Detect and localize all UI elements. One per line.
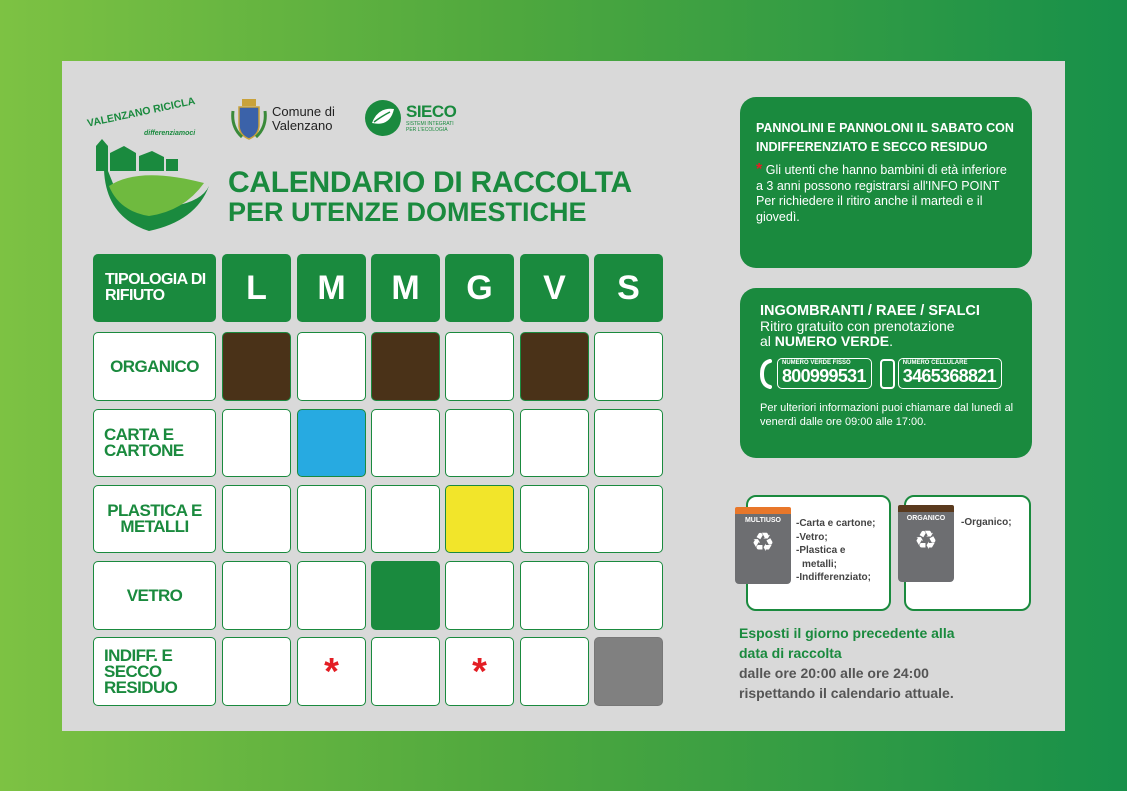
calendar-cell-empty [594,485,663,553]
sieco-logo [364,99,456,137]
organico-item: -Organico; [961,517,1012,528]
exposure-line-2: data di raccolta [739,645,842,661]
calendar-cell-carta [297,409,366,477]
calendar-cell-asterisk: * [297,637,366,706]
day-header: L [222,254,291,322]
day-header: V [520,254,589,322]
organico-items [961,516,1012,530]
waste-type-label: ORGANICO [93,332,216,401]
calendar-cell-organico [371,332,440,401]
waste-type-label: PLASTICA E METALLI [93,485,216,553]
multiuso-item: -Vetro; [796,531,828,543]
day-header: M [371,254,440,322]
calendar-cell-empty [297,485,366,553]
phone-fixed-number: 800999531 [782,366,866,386]
logo-sub-text: differenziamoci [144,130,196,137]
calendar-cell-empty [222,637,291,706]
calendar-cell-empty [371,485,440,553]
bulky-text-1: Ritiro gratuito con prenotazione [760,318,955,334]
numero-verde-label: NUMERO VERDE [774,332,890,349]
diapers-text [756,162,1016,225]
phone-fixed[interactable] [760,358,872,389]
bulky-text-2 [760,334,1014,349]
calendar-cell-empty [222,485,291,553]
organico-bin-label: ORGANICO [906,515,946,522]
multiuso-item: -Plastica e [796,545,846,556]
multiuso-item: metalli; [802,558,838,570]
calendar-cell-empty [297,561,366,630]
calendar-cell-empty [594,409,663,477]
sieco-leaf-icon [364,99,402,137]
calendar-cell-asterisk: * [445,637,514,706]
calendar-cell-empty [520,409,589,477]
day-header: M [297,254,366,322]
calendar-cell-empty [297,332,366,401]
calendar-cell-empty [594,561,663,630]
diapers-heading: PANNOLINI E PANNOLONI IL SABATO CON INDIFFERENZIATO E SECCO RESIDUO [756,121,1014,154]
header-tipologia: TIPOLOGIA DI RIFIUTO [93,254,216,322]
organico-bin [898,505,954,582]
waste-type-label: CARTA E CARTONE [93,409,216,477]
calendar-cell-vetro [371,561,440,630]
bulky-text-post: . [889,332,894,349]
multiuso-item: -Carta e cartone; [796,518,876,529]
phone-mobile[interactable] [880,358,1002,389]
diapers-info-box [740,97,1032,268]
waste-type-label: INDIFF. E SECCO RESIDUO [93,637,216,706]
exposure-instructions [739,623,1029,703]
asterisk-icon: * [756,161,763,178]
diapers-body: Gli utenti che hanno bambini di età inferiore a 3 anni possono registrarsi all'INFO POINT Per richiedere il ritiro anche il martedì e il giovedì. [756,163,1007,224]
calendar-cell-organico [222,332,291,401]
calendar-cell-plastica [445,485,514,553]
day-header: S [594,254,663,322]
logo-arc-text: VALENZANO RICICLA [86,95,197,130]
comune-name: Comune di Valenzano [272,104,335,133]
calendar-cell-empty [520,561,589,630]
call-hours-info: Per ulteriori informazioni puoi chiamare dal lunedì al venerdì dalle ore 09:00 alle 17:00. [760,402,1014,428]
multiuso-items [796,517,875,585]
calendar-card [62,61,1065,731]
phone-fixed-caption: NUMERO VERDE FISSO [782,360,851,366]
calendar-cell-empty [222,561,291,630]
bulky-heading: INGOMBRANTI / RAEE / SFALCI [760,303,980,319]
valenzano-ricicla-logo [84,91,214,241]
recycle-icon: ♻ [751,527,775,557]
multiuso-item: -Indifferenziato; [796,572,871,583]
mobile-phone-icon [880,359,895,389]
bulky-waste-info-box [740,288,1032,458]
recycle-icon: ♻ [914,525,938,555]
calendar-cell-empty [371,409,440,477]
calendar-cell-empty [445,332,514,401]
waste-type-label: VETRO [93,561,216,630]
phone-mobile-number: 3465368821 [902,366,996,386]
multiuso-bin-label: MULTIUSO [744,517,782,524]
page-title: CALENDARIO DI RACCOLTA [228,166,632,199]
calendar-cell-empty [222,409,291,477]
sieco-subtitle: SISTEMI INTEGRATI PER L'ECOLOGIA [406,121,454,133]
coat-of-arms-icon [230,97,268,141]
day-header: G [445,254,514,322]
calendar-cell-empty [371,637,440,706]
calendar-cell-empty [594,332,663,401]
sieco-name: SIECO [406,102,457,121]
telephone-icon [760,359,774,389]
calendar-cell-organico [520,332,589,401]
exposure-line-1: Esposti il giorno precedente alla [739,625,955,641]
calendar-cell-indiff [594,637,663,706]
comune-logo [230,97,350,141]
calendar-cell-empty [520,485,589,553]
calendar-cell-empty [520,637,589,706]
exposure-line-4: rispettando il calendario attuale. [739,685,954,701]
calendar-cell-empty [445,561,514,630]
phone-mobile-caption: NUMERO CELLULARE [902,360,968,366]
exposure-line-3: dalle ore 20:00 alle ore 24:00 [739,665,929,681]
bulky-text-pre: al [760,332,771,349]
multiuso-bin [735,507,791,584]
calendar-cell-empty [445,409,514,477]
page-subtitle: PER UTENZE DOMESTICHE [228,197,587,227]
